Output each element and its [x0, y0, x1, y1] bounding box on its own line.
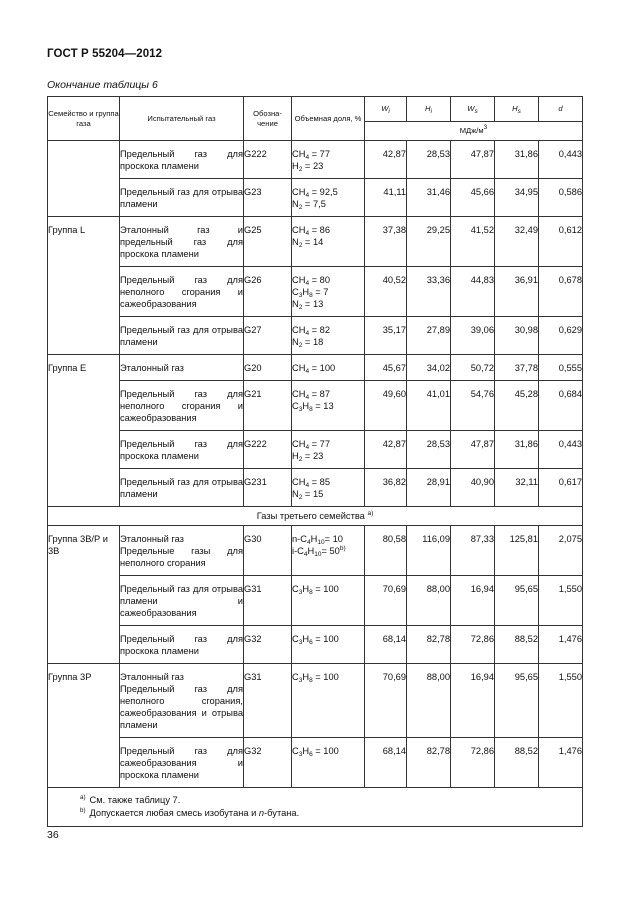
- d-value: 0,443: [539, 141, 583, 179]
- gas-code-cell: G30: [244, 526, 292, 576]
- gas-family-cell: Группа 3Р: [48, 664, 120, 788]
- note-mark: a): [80, 794, 86, 801]
- gas-code-cell: G21: [244, 381, 292, 431]
- gas-code-cell: G31: [244, 576, 292, 626]
- hi-value: 88,00: [407, 576, 451, 626]
- composition-line: [292, 298, 364, 310]
- table-row: [48, 141, 583, 179]
- col-header-wi: $W_i$: [365, 97, 407, 122]
- table-row: [48, 576, 583, 626]
- formula-element: H: [302, 672, 310, 682]
- fraction-value: = 92,5: [309, 187, 338, 197]
- fraction-value: = 87: [309, 389, 330, 399]
- d-value: 1,476: [539, 626, 583, 664]
- formula-subscript: 8: [309, 406, 313, 413]
- test-gas-name: Эталонный газ: [120, 363, 184, 373]
- fraction-value: = 80: [309, 275, 330, 285]
- fraction-value: = 100: [309, 363, 336, 373]
- fraction-value: = 23: [302, 451, 324, 461]
- wi-value: 36,82: [365, 469, 407, 507]
- d-value: 0,684: [539, 381, 583, 431]
- formula-subscript: 2: [298, 204, 303, 211]
- ws-value: 40,90: [451, 469, 495, 507]
- formula-subscript: 3: [298, 751, 303, 758]
- table-row: [48, 469, 583, 507]
- formula-element: H: [302, 401, 310, 411]
- hs-value: 95,65: [495, 664, 539, 738]
- notes-row: [48, 788, 583, 827]
- formula-element: CH: [292, 439, 306, 449]
- wi-value: 35,17: [365, 317, 407, 355]
- table-row: [48, 431, 583, 469]
- test-gas-cell: [120, 267, 244, 317]
- table-row: [48, 626, 583, 664]
- gas-code-cell: G23: [244, 179, 292, 217]
- footnote-ref: a): [367, 510, 374, 517]
- hs-value: 34,95: [495, 179, 539, 217]
- test-gas-name: Предельный газ для проскока пламени: [120, 149, 243, 171]
- composition-cell: [292, 664, 365, 738]
- table-row: [48, 381, 583, 431]
- fraction-value: = 100: [312, 746, 339, 756]
- composition-line: [292, 388, 364, 400]
- gas-family-cell: Группа 3В/Р и 3В: [48, 526, 120, 664]
- col-header-family: Семейство и группа газа: [48, 97, 120, 141]
- formula-element: CH: [292, 363, 306, 373]
- col-header-d: d: [539, 97, 583, 122]
- gas-code-cell: G27: [244, 317, 292, 355]
- formula-subscript: 2: [298, 304, 303, 311]
- formula-element: i-C: [292, 546, 304, 556]
- gas-code-cell: G26: [244, 267, 292, 317]
- hs-value: 95,65: [495, 576, 539, 626]
- composition-line: [292, 745, 364, 757]
- formula-subscript: 3: [298, 639, 303, 646]
- wi-value: 40,52: [365, 267, 407, 317]
- wi-value: 49,60: [365, 381, 407, 431]
- formula-subscript: 8: [309, 589, 313, 596]
- d-value: 0,612: [539, 217, 583, 267]
- composition-line: [292, 671, 364, 683]
- gas-code-cell: G32: [244, 738, 292, 788]
- composition-cell: [292, 179, 365, 217]
- composition-line: [292, 224, 364, 236]
- hi-value: 88,00: [407, 664, 451, 738]
- hs-value: 36,91: [495, 267, 539, 317]
- composition-cell: [292, 381, 365, 431]
- composition-cell: [292, 217, 365, 267]
- formula-element: CH: [292, 187, 306, 197]
- hs-value: 32,49: [495, 217, 539, 267]
- gas-code-cell: G31: [244, 664, 292, 738]
- d-value: 2,075: [539, 526, 583, 576]
- fraction-value: = 23: [302, 161, 324, 171]
- ws-value: 45,66: [451, 179, 495, 217]
- hi-value: 28,91: [407, 469, 451, 507]
- composition-line: [292, 583, 364, 595]
- composition-line: [292, 362, 364, 374]
- fraction-value: = 7: [312, 287, 329, 297]
- test-gas-cell: [120, 469, 244, 507]
- third-family-heading: [48, 507, 583, 526]
- formula-subscript: 10: [317, 539, 325, 546]
- formula-element: H: [292, 161, 299, 171]
- formula-subscript: 4: [305, 444, 310, 451]
- formula-subscript: 3: [298, 292, 303, 299]
- d-value: 0,678: [539, 267, 583, 317]
- formula-element: H: [307, 546, 315, 556]
- formula-element: C: [292, 634, 299, 644]
- formula-subscript: 8: [309, 677, 313, 684]
- composition-cell: [292, 626, 365, 664]
- hi-value: 116,09: [407, 526, 451, 576]
- d-value: 1,476: [539, 738, 583, 788]
- formula-subscript: 4: [305, 330, 310, 337]
- fraction-value: = 82: [309, 325, 330, 335]
- fraction-value: = 100: [312, 672, 339, 682]
- composition-line: [292, 336, 364, 348]
- formula-element: CH: [292, 225, 306, 235]
- formula-subscript: 4: [305, 482, 310, 489]
- formula-subscript: 2: [298, 342, 303, 349]
- table-notes: [48, 788, 583, 827]
- formula-element: n-C: [292, 534, 307, 544]
- formula-element: N: [292, 337, 299, 347]
- fraction-value: = 100: [312, 584, 339, 594]
- gas-code-cell: G32: [244, 626, 292, 664]
- formula-subscript: 4: [305, 192, 310, 199]
- formula-element: CH: [292, 325, 306, 335]
- page-number: 36: [47, 829, 59, 841]
- gas-code-cell: G20: [244, 355, 292, 381]
- formula-subscript: 2: [298, 242, 303, 249]
- ws-value: 16,94: [451, 664, 495, 738]
- formula-element: H: [302, 287, 310, 297]
- hi-value: 27,89: [407, 317, 451, 355]
- test-gas-cell: [120, 355, 244, 381]
- col-header-volume-fraction: Объемная доля, %: [292, 97, 365, 141]
- d-value: 0,629: [539, 317, 583, 355]
- hi-value: 28,53: [407, 431, 451, 469]
- fraction-value: = 86: [309, 225, 330, 235]
- ws-value: 72,86: [451, 738, 495, 788]
- note-mark: b): [80, 807, 86, 814]
- formula-subscript: 3: [298, 589, 303, 596]
- formula-element: H: [302, 634, 310, 644]
- composition-line: [292, 236, 364, 248]
- composition-line: [292, 286, 364, 298]
- test-gas-name: Эталонный газ и предельный газ для проскока пламени: [120, 225, 243, 259]
- formula-subscript: 4: [305, 230, 310, 237]
- hi-value: 82,78: [407, 626, 451, 664]
- ws-value: 50,72: [451, 355, 495, 381]
- hs-value: 30,98: [495, 317, 539, 355]
- formula-subscript: 2: [298, 494, 303, 501]
- wi-value: 45,67: [365, 355, 407, 381]
- composition-cell: [292, 576, 365, 626]
- wi-value: 80,58: [365, 526, 407, 576]
- formula-subscript: 4: [305, 154, 310, 161]
- col-header-hi: $H_i$: [407, 97, 451, 122]
- fraction-value: = 77: [309, 149, 330, 159]
- d-value: 0,555: [539, 355, 583, 381]
- d-value: 1,550: [539, 664, 583, 738]
- formula-subscript: 10: [314, 551, 322, 558]
- test-gas-name: Предельный газ для отрыва пламени: [120, 187, 243, 209]
- third-family-title: Газы третьего семейства: [256, 511, 365, 521]
- formula-subscript: 3: [298, 406, 303, 413]
- hs-value: 31,86: [495, 141, 539, 179]
- test-gas-cell: [120, 664, 244, 738]
- formula-subscript: 8: [309, 292, 313, 299]
- ws-value: 54,76: [451, 381, 495, 431]
- wi-value: 68,14: [365, 738, 407, 788]
- fraction-value: = 85: [309, 477, 330, 487]
- test-gas-name: Предельный газ для неполного сгорания и сажеобразования: [120, 389, 243, 423]
- formula-subscript: 4: [305, 368, 310, 375]
- test-gas-cell: [120, 317, 244, 355]
- fraction-value: = 100: [312, 634, 339, 644]
- formula-element: C: [292, 672, 299, 682]
- composition-line: [292, 488, 364, 500]
- composition-cell: [292, 526, 365, 576]
- gas-family-cell: [48, 141, 120, 217]
- note-text: -бутана.: [264, 808, 300, 818]
- hi-value: 33,36: [407, 267, 451, 317]
- hs-value: 88,52: [495, 738, 539, 788]
- formula-subscript: 2: [298, 166, 303, 173]
- hs-value: 45,28: [495, 381, 539, 431]
- col-header-hs: $H_s$: [495, 97, 539, 122]
- formula-element: H: [302, 746, 310, 756]
- composition-line: [292, 533, 364, 545]
- composition-cell: [292, 267, 365, 317]
- composition-line: [292, 274, 364, 286]
- col-header-unit: МДж/$м^3$: [365, 122, 583, 141]
- composition-line: [292, 545, 364, 557]
- wi-value: 70,69: [365, 664, 407, 738]
- note-text-italic: n: [258, 808, 265, 818]
- wi-value: 42,87: [365, 141, 407, 179]
- test-gas-name: Предельный газ для отрыва пламени: [120, 325, 243, 347]
- formula-subscript: 6: [309, 751, 313, 758]
- formula-element: N: [292, 489, 299, 499]
- composition-line: [292, 160, 364, 172]
- test-gas-name: Эталонный газ: [120, 534, 184, 544]
- fraction-value: = 7,5: [302, 199, 326, 209]
- gas-family-cell: Группа Е: [48, 355, 120, 507]
- table-row: [48, 738, 583, 788]
- test-gas-cell: [120, 526, 244, 576]
- hs-value: 31,86: [495, 431, 539, 469]
- composition-line: [292, 400, 364, 412]
- composition-line: [292, 148, 364, 160]
- fraction-value: = 10: [324, 534, 343, 544]
- formula-subscript: 4: [305, 280, 310, 287]
- hi-value: 34,02: [407, 355, 451, 381]
- hi-value: 82,78: [407, 738, 451, 788]
- fraction-value: = 18: [302, 337, 324, 347]
- test-gas-name: Предельные газы для неполного сгорания: [120, 546, 243, 568]
- composition-cell: [292, 355, 365, 381]
- table-row: [48, 317, 583, 355]
- hi-value: 31,46: [407, 179, 451, 217]
- d-value: 0,443: [539, 431, 583, 469]
- formula-subscript: 6: [309, 639, 313, 646]
- test-gas-name: Предельный газ для неполного сгорания и сажеобразования: [120, 275, 243, 309]
- composition-line: [292, 198, 364, 210]
- table-row: [48, 179, 583, 217]
- wi-value: 37,38: [365, 217, 407, 267]
- ws-value: 41,52: [451, 217, 495, 267]
- note-a: [80, 794, 582, 807]
- composition-line: [292, 450, 364, 462]
- test-gas-name: Эталонный газ: [120, 672, 184, 682]
- footnote-ref: b): [339, 545, 346, 552]
- ws-value: 47,87: [451, 141, 495, 179]
- formula-subscript: 2: [298, 456, 303, 463]
- gas-table: [47, 96, 583, 827]
- col-header-code: Обозна-чение: [244, 97, 292, 141]
- test-gas-cell: [120, 141, 244, 179]
- test-gas-name: Предельный газ для сажеобразования и проскока пламени: [120, 746, 243, 780]
- d-value: 0,617: [539, 469, 583, 507]
- ws-value: 39,06: [451, 317, 495, 355]
- test-gas-cell: [120, 738, 244, 788]
- col-header-test-gas: Испытательный газ: [120, 97, 244, 141]
- composition-line: [292, 186, 364, 198]
- table-row: [48, 267, 583, 317]
- test-gas-name: Предельный газ для отрыва пламени и сажеобразования: [120, 584, 243, 618]
- col-header-ws: $W_s$: [451, 97, 495, 122]
- test-gas-cell: [120, 179, 244, 217]
- ws-value: 16,94: [451, 576, 495, 626]
- d-value: 1,550: [539, 576, 583, 626]
- d-value: 0,586: [539, 179, 583, 217]
- formula-subscript: 4: [303, 551, 308, 558]
- composition-line: [292, 633, 364, 645]
- gas-family-cell: Группа L: [48, 217, 120, 355]
- composition-cell: [292, 317, 365, 355]
- fraction-value: = 14: [302, 237, 324, 247]
- composition-cell: [292, 431, 365, 469]
- test-gas-name: Предельный газ для неполного сгорания, сажеобразования и отрыва пламени: [120, 684, 243, 730]
- hs-value: 32,11: [495, 469, 539, 507]
- document-header: ГОСТ Р 55204—2012: [47, 48, 163, 60]
- wi-value: 70,69: [365, 576, 407, 626]
- hs-value: 88,52: [495, 626, 539, 664]
- composition-cell: [292, 738, 365, 788]
- table-row: [48, 664, 583, 738]
- formula-element: N: [292, 237, 299, 247]
- test-gas-cell: [120, 381, 244, 431]
- note-text: См. также таблицу 7.: [89, 795, 181, 805]
- hs-value: 125,81: [495, 526, 539, 576]
- formula-element: C: [292, 401, 299, 411]
- formula-element: C: [292, 584, 299, 594]
- composition-cell: [292, 141, 365, 179]
- hi-value: 41,01: [407, 381, 451, 431]
- wi-value: 68,14: [365, 626, 407, 664]
- hi-value: 29,25: [407, 217, 451, 267]
- test-gas-cell: [120, 626, 244, 664]
- formula-subscript: 4: [305, 394, 310, 401]
- composition-cell: [292, 469, 365, 507]
- wi-value: 42,87: [365, 431, 407, 469]
- formula-element: CH: [292, 275, 306, 285]
- table-row: [48, 355, 583, 381]
- test-gas-name: Предельный газ для отрыва пламени: [120, 477, 243, 499]
- wi-value: 41,11: [365, 179, 407, 217]
- composition-line: [292, 438, 364, 450]
- gas-code-cell: G25: [244, 217, 292, 267]
- fraction-value: = 13: [312, 401, 334, 411]
- test-gas-cell: [120, 431, 244, 469]
- fraction-value: = 13: [302, 299, 324, 309]
- formula-element: H: [310, 534, 318, 544]
- formula-element: CH: [292, 149, 306, 159]
- ws-value: 47,87: [451, 431, 495, 469]
- table-caption: Окончание таблицы 6: [47, 79, 158, 91]
- test-gas-name: Предельный газ для проскока пламени: [120, 634, 243, 656]
- formula-element: C: [292, 746, 299, 756]
- gas-code-cell: G231: [244, 469, 292, 507]
- ws-value: 72,86: [451, 626, 495, 664]
- formula-element: H: [292, 451, 299, 461]
- formula-subscript: 3: [298, 677, 303, 684]
- formula-subscript: 4: [306, 539, 311, 546]
- formula-element: C: [292, 287, 299, 297]
- formula-element: H: [302, 584, 310, 594]
- gas-code-cell: G222: [244, 141, 292, 179]
- ws-value: 87,33: [451, 526, 495, 576]
- fraction-value: = 15: [302, 489, 324, 499]
- composition-line: [292, 476, 364, 488]
- note-text: Допускается любая смесь изобутана и: [89, 808, 259, 818]
- formula-element: CH: [292, 389, 306, 399]
- formula-element: N: [292, 199, 299, 209]
- fraction-value: = 50: [321, 546, 340, 556]
- composition-line: [292, 324, 364, 336]
- table-row: [48, 526, 583, 576]
- test-gas-name: Предельный газ для проскока пламени: [120, 439, 243, 461]
- formula-element: CH: [292, 477, 306, 487]
- table-row: [48, 217, 583, 267]
- fraction-value: = 77: [309, 439, 330, 449]
- third-family-row: [48, 507, 583, 526]
- gas-code-cell: G222: [244, 431, 292, 469]
- note-b: [80, 807, 582, 820]
- test-gas-cell: [120, 576, 244, 626]
- test-gas-cell: [120, 217, 244, 267]
- ws-value: 44,83: [451, 267, 495, 317]
- formula-element: N: [292, 299, 299, 309]
- hi-value: 28,53: [407, 141, 451, 179]
- hs-value: 37,78: [495, 355, 539, 381]
